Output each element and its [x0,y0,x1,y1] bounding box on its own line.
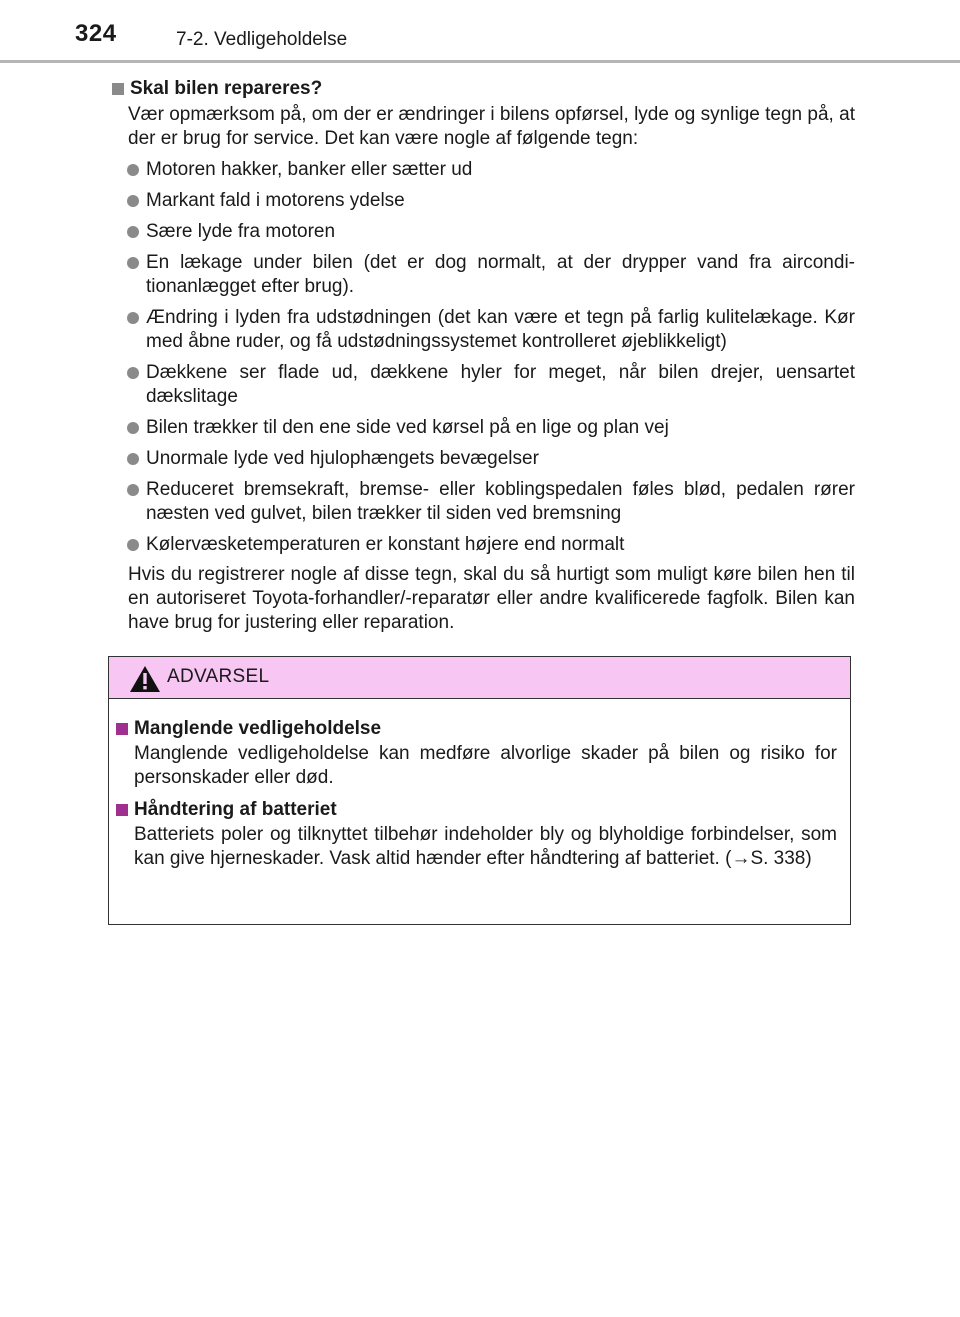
square-bullet-icon [116,804,128,816]
list-item: Unormale lyde ved hjulophængets bevægelser [110,447,855,471]
warning-section-text: Batteriets poler og tilknyttet tilbehør indeholder bly og blyholdige forbindelser, som kan give hjerneskader. Vask altid hænder efter håndtering af batteriet. (→S. 338) [134,824,837,869]
round-bullet-icon [127,195,139,207]
list-item: En lækage under bilen (det er dog normalt, at der drypper vand fra aircondi-tionanlægget efter brug). [110,251,855,299]
section-heading-text: Skal bilen repareres? [130,78,323,99]
round-bullet-icon [127,367,139,379]
main-content [110,76,855,635]
warning-section [114,797,837,871]
warning-section-heading: Manglende vedligeholdelse [114,716,837,742]
list-item: Sære lyde fra motoren [110,220,855,244]
warning-section [114,716,837,790]
intro-paragraph: Vær opmærksom på, om der er ændringer i bilens opførsel, lyde og synlige tegn på, at der er brug for service. Det kan være nogle af følgende tegn: [128,104,855,149]
warning-header [109,657,850,699]
round-bullet-icon [127,422,139,434]
header-divider [0,60,960,63]
round-bullet-icon [127,226,139,238]
square-bullet-icon [112,83,124,95]
list-item: Kølervæsketemperaturen er konstant højere end normalt [110,533,855,557]
page-header [0,0,960,70]
list-item: Bilen trækker til den ene side ved kørsel på en lige og plan vej [110,416,855,440]
symptom-list [110,158,855,557]
list-item: Ændring i lyden fra udstødningen (det kan være et tegn på farlig kulitelækage. Kør med åbne ruder, og få udstødningssystemet kontrolleret øjeblikkeligt) [110,306,855,354]
list-item: Reduceret bremsekraft, bremse- eller koblingspedalen føles blød, pedalen rører næsten ved gulvet, bilen trækker til siden ved bremsning [110,478,855,526]
round-bullet-icon [127,312,139,324]
closing-paragraph: Hvis du registrerer nogle af disse tegn, skal du så hurtigt som muligt køre bilen hen til en autoriseret Toyota-forhandler/-reparatør eller andre kvalificerede fagfolk. Bilen kan have brug for justering eller reparation. [128,564,855,633]
warning-triangle-icon [129,665,161,693]
warning-box [108,656,851,925]
round-bullet-icon [127,539,139,551]
list-item: Markant fald i motorens ydelse [110,189,855,213]
section-heading [110,76,855,102]
section-title: 7-2. Vedligeholdelse [176,29,348,50]
warning-title: ADVARSEL [167,666,270,687]
warning-body [109,699,850,871]
warning-section-text: Manglende vedligeholdelse kan medføre alvorlige skader på bilen og risiko for personskader eller død. [134,743,837,788]
round-bullet-icon [127,164,139,176]
square-bullet-icon [116,723,128,735]
round-bullet-icon [127,257,139,269]
list-item: Dækkene ser flade ud, dækkene hyler for meget, når bilen drejer, uensartet dækslitage [110,361,855,409]
list-item: Motoren hakker, banker eller sætter ud [110,158,855,182]
round-bullet-icon [127,453,139,465]
warning-section-heading: Håndtering af batteriet [114,797,837,823]
round-bullet-icon [127,484,139,496]
page-number: 324 [75,20,117,47]
